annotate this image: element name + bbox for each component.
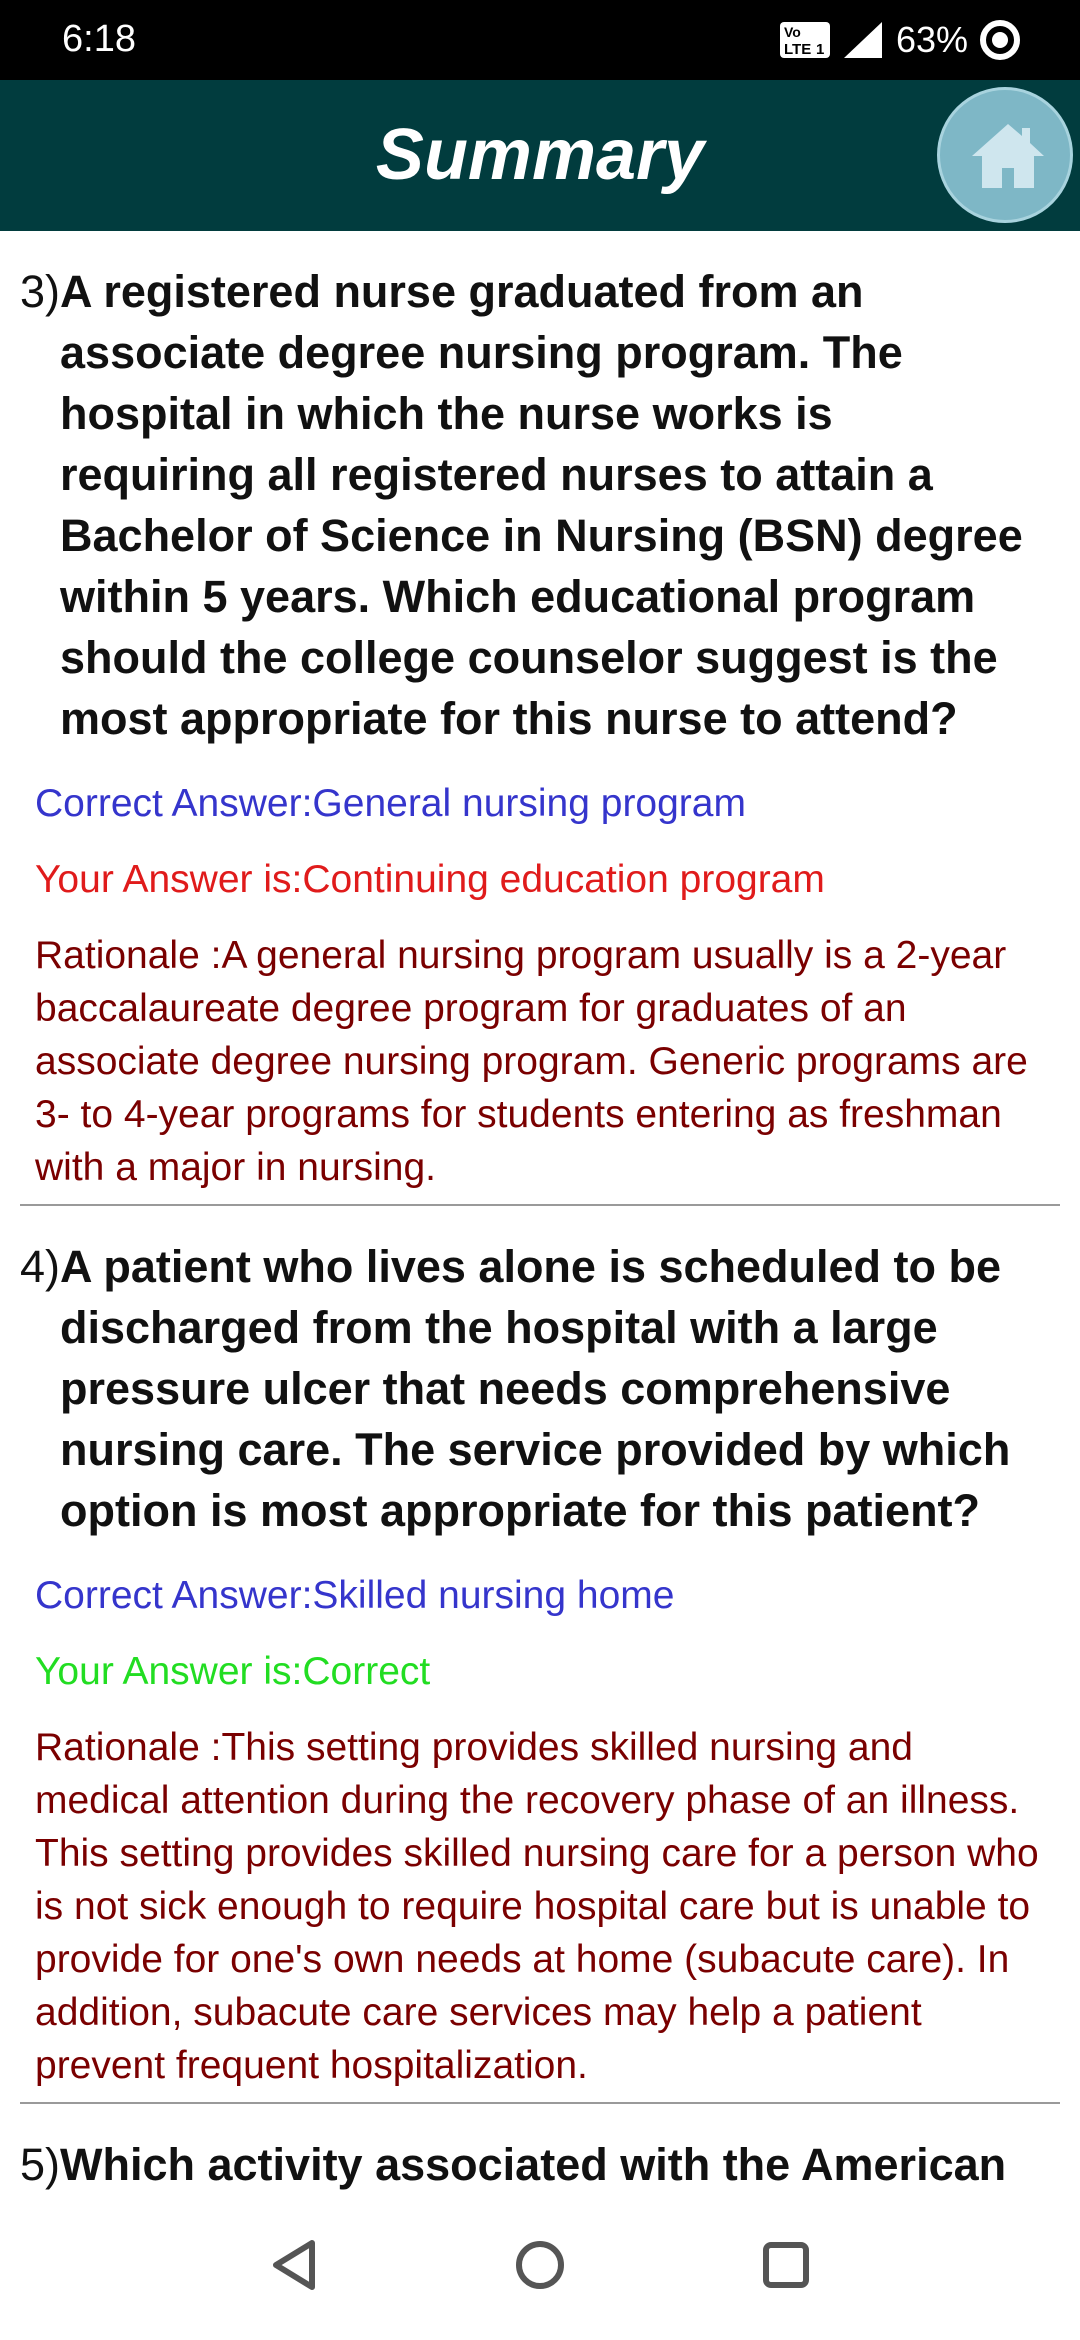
svg-text:Vo: Vo bbox=[783, 24, 801, 40]
back-triangle-icon[interactable] bbox=[266, 2235, 326, 2295]
question bbox=[20, 2134, 1060, 2193]
home-circle-icon[interactable] bbox=[510, 2235, 570, 2295]
battery-percent: 63% bbox=[895, 19, 968, 60]
question-text: Which activity associated with the American bbox=[60, 2139, 1007, 2190]
signal-icon bbox=[842, 20, 884, 60]
volte-lte-icon bbox=[778, 20, 832, 60]
recents-square-icon[interactable] bbox=[756, 2235, 816, 2295]
status-time: 6:18 bbox=[62, 18, 136, 60]
question-text: A patient who lives alone is scheduled to be discharged from the hospital with a large pressure ulcer that needs comprehensive nursing care. The service provided by which option is most appropriate for this patient? bbox=[60, 1241, 1011, 1536]
your-answer: Your Answer is:Correct bbox=[35, 1650, 431, 1693]
question-text: A registered nurse graduated from an associate degree nursing program. The hospital in which the nurse works is requiring all registered nurses to attain a Bachelor of Science in Nursing (BSN) degree within 5 years. Which educational program should the college counselor suggest is the most appropriate for this nurse to attend? bbox=[60, 266, 1023, 744]
question-number: 3) bbox=[20, 266, 61, 317]
correct-answer: Correct Answer:General nursing program bbox=[35, 782, 746, 825]
status-icons bbox=[778, 14, 1022, 66]
rationale: Rationale :A general nursing program usually is a 2-year baccalaureate degree program for graduates of an associate degree nursing program. Generic programs are 3- to 4-year programs for students entering as freshman with a major in nursing. bbox=[35, 934, 1028, 1189]
question-number: 5) bbox=[20, 2139, 61, 2190]
battery-saver-icon bbox=[978, 18, 1022, 62]
app-bar bbox=[0, 80, 1080, 231]
status-bar bbox=[0, 0, 1080, 80]
page-title: Summary bbox=[375, 115, 705, 195]
question-item bbox=[0, 1206, 1080, 2102]
svg-text:1: 1 bbox=[815, 41, 825, 58]
summary-list[interactable] bbox=[0, 231, 1080, 2193]
question-item bbox=[0, 231, 1080, 1204]
question-number: 4) bbox=[20, 1241, 61, 1292]
home-icon bbox=[968, 116, 1048, 196]
correct-answer: Correct Answer:Skilled nursing home bbox=[35, 1574, 675, 1617]
your-answer: Your Answer is:Continuing education program bbox=[35, 858, 825, 901]
question-item bbox=[0, 2104, 1080, 2193]
home-button[interactable] bbox=[937, 87, 1073, 223]
rationale: Rationale :This setting provides skilled nursing and medical attention during the recovery phase of an illness. This setting provides skilled nursing care for a person who is not sick enough to require hospital care but is unable to provide for one's own needs at home (subacute care). In addition, subacute care services may help a patient prevent frequent hospitalization. bbox=[35, 1726, 1039, 2087]
question bbox=[20, 261, 1060, 749]
question bbox=[20, 1236, 1060, 1541]
system-nav-bar bbox=[0, 2193, 1080, 2340]
network-label: LTE bbox=[783, 41, 812, 58]
